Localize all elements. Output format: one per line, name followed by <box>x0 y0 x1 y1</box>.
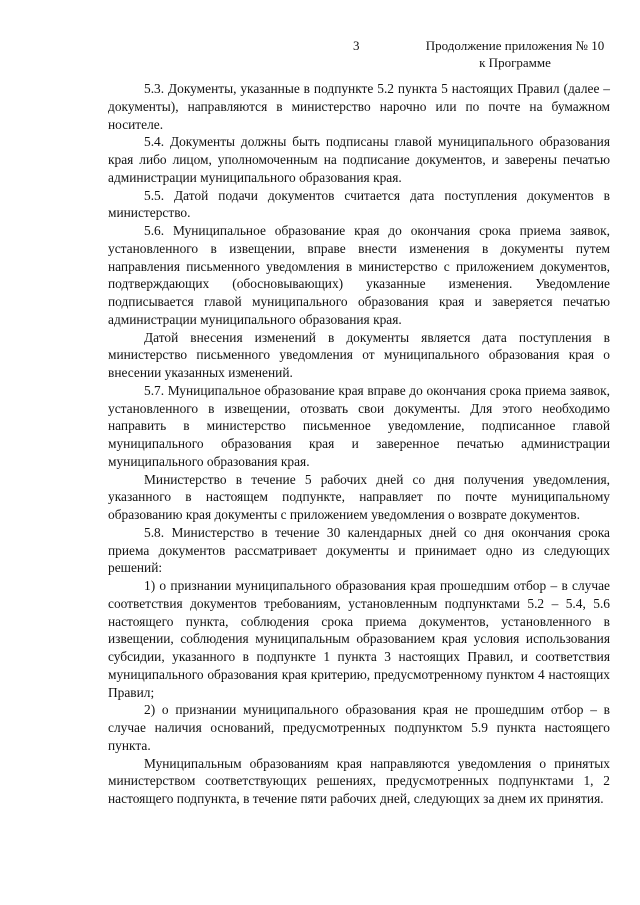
list-item-decision-1: 1) о признании муниципального образования края прошедшим отбор – в случае соответствия документов требованиям, установленным подпунктами 5.2 – 5.4, 5.6 настоящего пункта, соблюдения срока приема документов, установленного в извещении, соблюдения муниципальным образованием края условия использования субсидии, указанного в подпункте 1 пункта 3 настоящих Правил, и соответствия муниципального образования края критерию, предусмотренному пунктом 4 настоящих Правил; <box>108 578 610 700</box>
paragraph-notification: Муниципальным образованиям края направляются уведомления о принятых министерством соответствующих решениях, предусмотренных подпунктами 1, 2 настоящего подпункта, в течение пяти рабочих дней, следующих за днем их принятия. <box>108 755 610 806</box>
appendix-note-line-1: Продолжение приложения № 10 <box>425 38 605 53</box>
paragraph-5-5: 5.5. Датой подачи документов считается дата поступления документов в министерство. <box>108 187 610 221</box>
paragraph-5-6: 5.6. Муниципальное образование края до окончания срока приема заявок, установленного в извещении, вправе внести изменения в документы путем направления письменного уведомления в министерство с приложением документов, подтверждающих (обосновывающих) указанные изменения. Уведомление подписывается главой муниципального образования края и заверяется печатью администрации муниципального образования края. <box>108 223 610 327</box>
paragraph-5-7-continuation: Министерство в течение 5 рабочих дней со дня получения уведомления, указанного в настоящем подпункте, направляет по почте муниципальному образованию края документы с приложением уведомления о возврате документов. <box>108 471 610 522</box>
page-number: 3 <box>353 38 360 53</box>
appendix-note <box>417 38 613 71</box>
paragraph-5-4: 5.4. Документы должны быть подписаны главой муниципального образования края либо лицом, уполномоченным на подписание документов, и заверены печатью администрации муниципального образования края. <box>108 134 610 185</box>
paragraph-5-7: 5.7. Муниципальное образование края вправе до окончания срока приема заявок, установленного в извещении, отозвать свои документы. Для этого необходимо направить в министерство письменное уведомление, подписанное главой муниципального образования края и заверенное печатью администрации муниципального образования края. <box>108 382 610 469</box>
paragraph-5-8: 5.8. Министерство в течение 30 календарных дней со дня окончания срока приема документов рассматривает документы и принимает одно из следующих решений: <box>108 524 610 576</box>
paragraph-5-6-continuation: Датой внесения изменений в документы является дата поступления в министерство письменного уведомления от муниципального образования края о внесении указанных изменений. <box>108 329 610 380</box>
document-body <box>108 80 610 808</box>
paragraph-5-3: 5.3. Документы, указанные в подпункте 5.2 пункта 5 настоящих Правил (далее – документы), направляются в министерство нарочно или по почте на бумажном носителе. <box>108 81 610 132</box>
appendix-note-line-2: к Программе <box>479 54 551 70</box>
list-item-decision-2: 2) о признании муниципального образования края не прошедшим отбор – в случае наличия оснований, предусмотренных подпунктом 5.9 пункта настоящего пункта. <box>108 702 610 753</box>
